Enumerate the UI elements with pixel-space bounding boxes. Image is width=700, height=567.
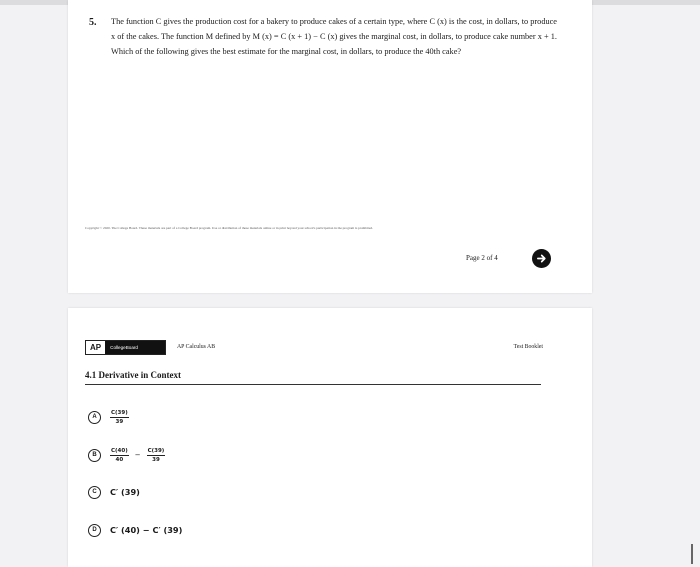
option-fraction: [110, 409, 129, 426]
minus-sign: −: [134, 451, 141, 459]
next-page-button[interactable]: [532, 249, 551, 268]
ap-mark: AP: [86, 341, 105, 354]
ap-collegeboard-logo: [85, 340, 166, 355]
option-expression: C′ (39): [110, 487, 140, 497]
question-number: 5.: [89, 17, 97, 28]
booklet-page-3: [68, 308, 592, 567]
booklet-page-2: [68, 0, 592, 293]
option-letter: A: [88, 411, 101, 424]
option-letter: D: [88, 524, 101, 537]
fraction-numerator: C(40): [111, 447, 128, 454]
question-text: The function C gives the production cost for a bakery to produce cakes of a certain type, where C (x) is the cost, in dollars, to produce x of the cakes. The function M defined by M (x) = C (x + 1) − C (x) gives the marginal cost, in dollars, to produce cake number x + 1. Which of the following gives the best estimate for the marginal cost, in dollars, to produce the 40th cake?: [111, 17, 557, 56]
course-name: AP Calculus AB: [177, 344, 216, 350]
answer-option-b[interactable]: [88, 445, 165, 465]
booklet-label: Test Booklet: [513, 344, 543, 350]
arrow-right-icon: [536, 253, 547, 264]
option-expression: C′ (40) − C′ (39): [110, 525, 183, 535]
answer-option-c[interactable]: [88, 482, 140, 502]
fraction-denominator: 39: [115, 418, 124, 425]
answer-option-a[interactable]: [88, 407, 129, 427]
fraction-denominator: 39: [152, 456, 160, 463]
answer-option-d[interactable]: [88, 520, 182, 540]
booklet-header: [85, 340, 543, 356]
fraction-numerator: C(39): [147, 447, 165, 454]
fraction-numerator: C(39): [111, 409, 128, 416]
fraction-denominator: 40: [115, 456, 124, 463]
page-indicator: Page 2 of 4: [466, 254, 498, 262]
section-title: 4.1 Derivative in Context: [85, 370, 181, 380]
copyright-notice: Copyright © 2020. The College Board. These materials are part of a College Board program. Use or distribution of these materials online or in print beyond your school's participation in the program is prohibited.: [85, 226, 373, 230]
option-letter: C: [88, 486, 101, 499]
collegeboard-mark: CollegeBoard: [105, 341, 165, 354]
option-fraction: [147, 447, 166, 464]
section-divider: [85, 384, 541, 385]
option-letter: B: [88, 449, 101, 462]
scrollbar-thumb[interactable]: [691, 544, 693, 564]
option-fraction: [110, 447, 129, 464]
